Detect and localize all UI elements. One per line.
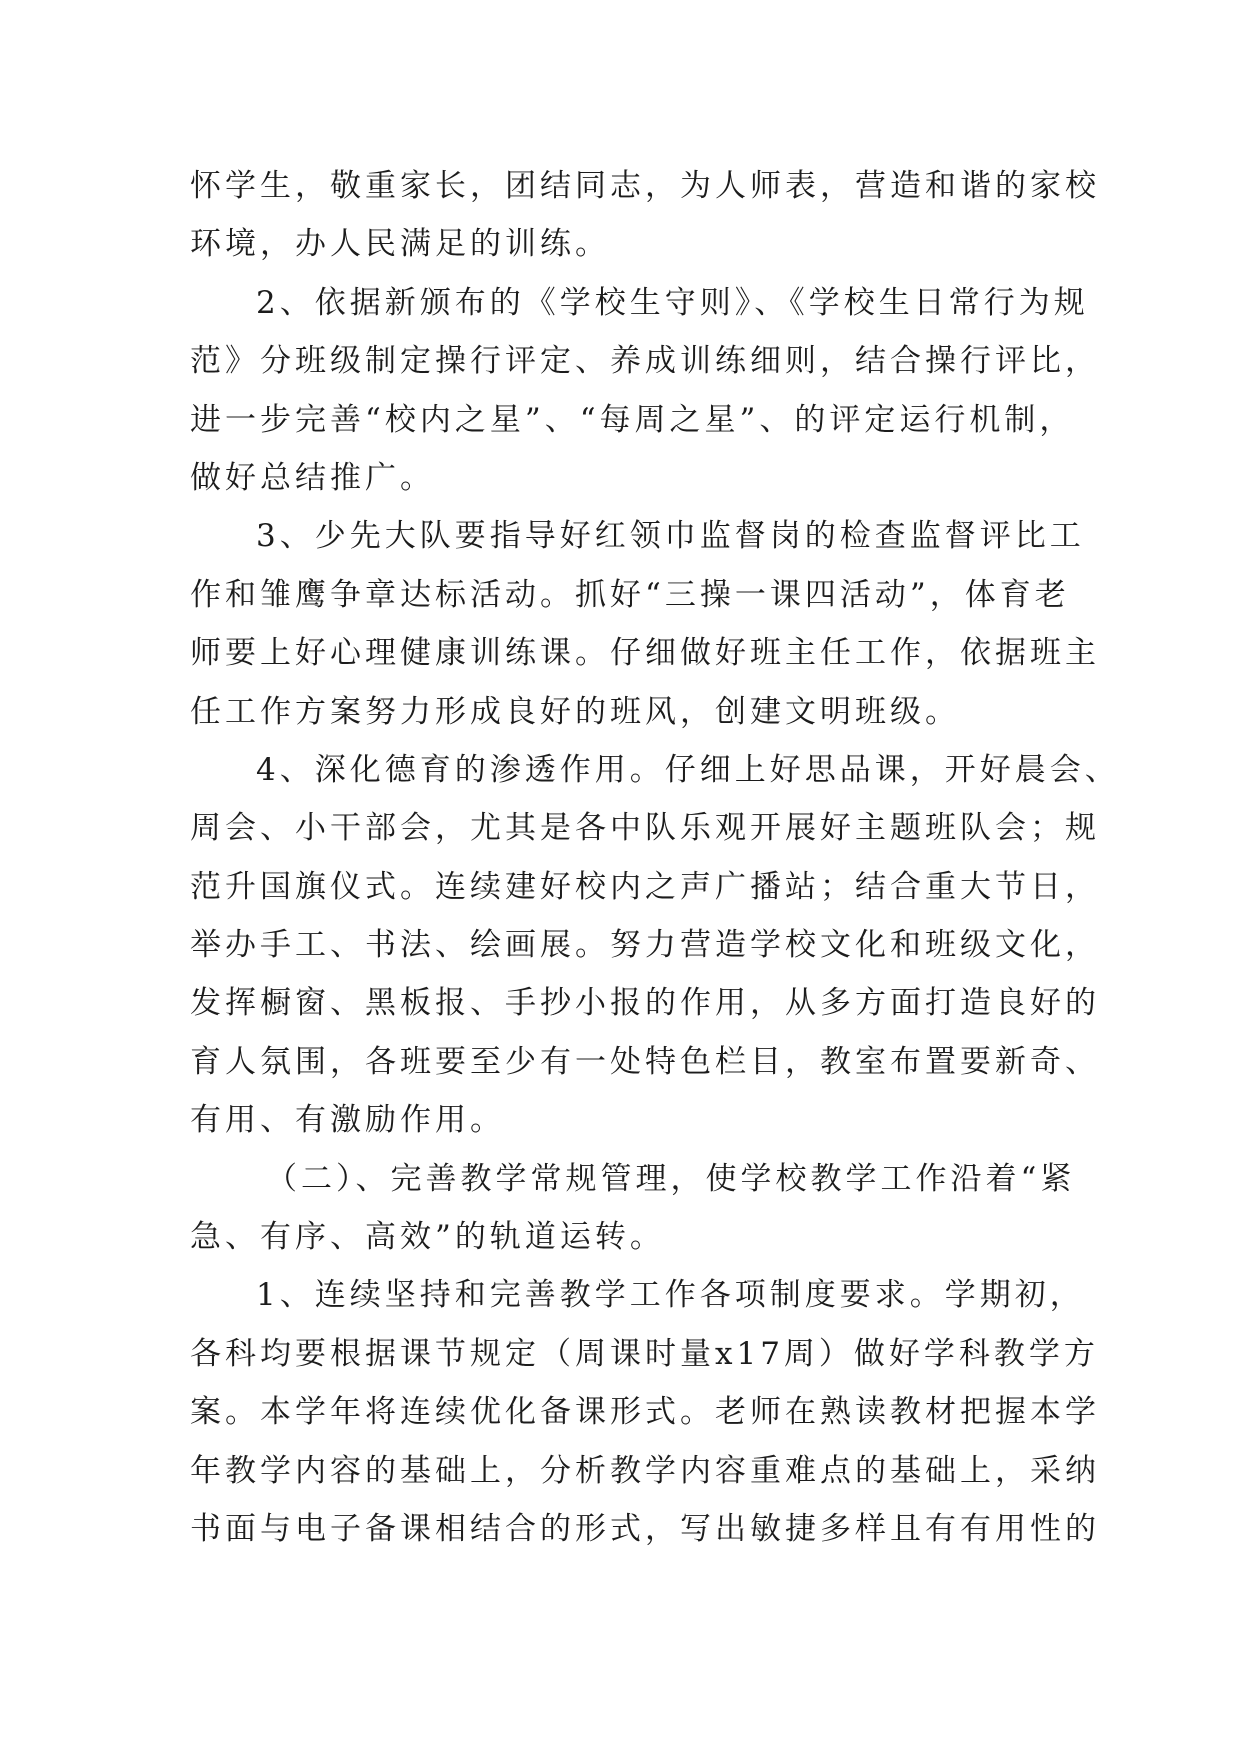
text-line: 任工作方案努力形成良好的班风，创建文明班级。 (190, 693, 960, 730)
text-line: 怀学生，敬重家长，团结同志，为人师表，营造和谐的家校 (190, 168, 1100, 204)
text-line: 2、依据新颁布的《学校生守则》、《学校生日常行为规 (256, 284, 1089, 321)
text-line: 周会、小干部会，尤其是各中队乐观开展好主题班队会；规 (190, 810, 1100, 847)
text-line: 4、深化德育的渗透作用。仔细上好思品课，开好晨会、 (256, 751, 1120, 788)
text-line: 范》分班级制定操行评定、养成训练细则，结合操行评比， (190, 343, 1100, 380)
body-text (190, 157, 1120, 1558)
section-heading: （二）、完善教学常规管理，使学校教学工作沿着“紧 (266, 1160, 1076, 1197)
text-line: 书面与电子备课相结合的形式，写出敏捷多样且有有用性的 (190, 1510, 1100, 1547)
text-line: 各科均要根据课节规定（周课时量x17周）做好学科教学方 (190, 1335, 1099, 1372)
text-line: 育人氛围，各班要至少有一处特色栏目，教室布置要新奇、 (190, 1043, 1100, 1080)
section-heading-continued: 急、有序、高效”的轨道运转。 (190, 1219, 665, 1256)
text-line: 进一步完善“校内之星”、“每周之星”、的评定运行机制， (190, 401, 1075, 438)
text-line: 举办手工、书法、绘画展。努力营造学校文化和班级文化， (190, 927, 1100, 964)
text-line: 环境，办人民满足的训练。 (190, 226, 610, 263)
text-line: 有用、有激励作用。 (190, 1102, 505, 1139)
text-line: 作和雏鹰争章达标活动。抓好“三操一课四活动”，体育老 (190, 576, 1070, 613)
text-line: 做好总结推广。 (190, 459, 435, 496)
text-line: 发挥橱窗、黑板报、手抄小报的作用，从多方面打造良好的 (190, 985, 1100, 1022)
text-line: 1、连续坚持和完善教学工作各项制度要求。学期初， (256, 1277, 1085, 1314)
text-line: 年教学内容的基础上，分析教学内容重难点的基础上，采纳 (190, 1452, 1100, 1489)
text-line: 范升国旗仪式。连续建好校内之声广播站；结合重大节日， (190, 868, 1100, 905)
text-line: 师要上好心理健康训练课。仔细做好班主任工作，依据班主 (190, 635, 1100, 672)
text-line: 3、少先大队要指导好红领巾监督岗的检查监督评比工 (256, 518, 1085, 555)
text-line: 案。本学年将连续优化备课形式。老师在熟读教材把握本学 (190, 1394, 1100, 1431)
